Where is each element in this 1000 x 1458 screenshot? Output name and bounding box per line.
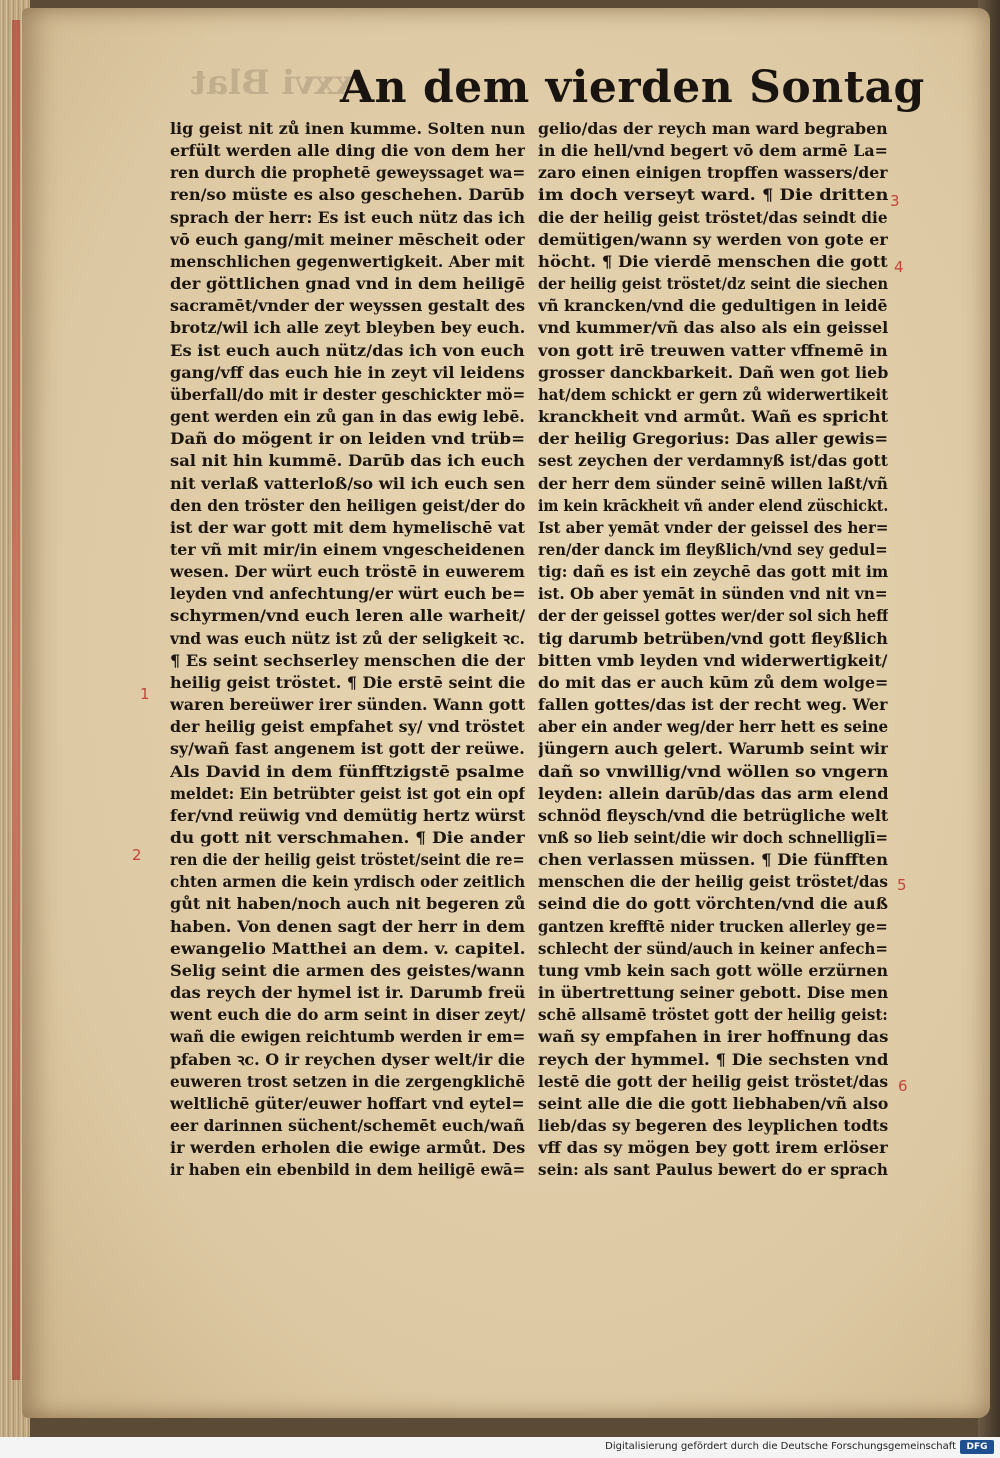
text-line: nit verlaß vatterloß/so wil ich euch sen [170, 473, 525, 493]
text-line: tung vmb kein sach gott wölle erzürnen [538, 960, 888, 980]
text-line: den den tröster den heiligen geist/der do [170, 495, 525, 515]
text-line: Selig seint die armen des geistes/wann [170, 960, 525, 980]
text-line: das reych der hymel ist ir. Darumb freü [170, 983, 525, 1003]
text-line: ir haben ein ebenbild in dem heiligē ewā= [170, 1160, 525, 1180]
text-line: tig: dañ es ist ein zeychē das gott mit im [538, 562, 888, 582]
margin-note: 2 [132, 846, 142, 864]
text-line: Dañ do mögent ir on leiden vnd trüb= [170, 429, 525, 449]
text-line: seint alle die die gott liebhaben/vñ also [538, 1093, 888, 1113]
text-line: kranckheit vnd armůt. Wañ es spricht [538, 407, 888, 427]
text-line: sprach der herr: Es ist euch nütz das ich [170, 207, 525, 227]
text-line: went euch die do arm seint in diser zeyt/ [170, 1005, 525, 1025]
text-line: sy/wañ fast angenem ist gott der reüwe. [170, 739, 525, 759]
text-line: ren/so müste es also geschehen. Darūb [170, 185, 525, 205]
text-line: vnd kummer/vñ das also als ein geissel [538, 318, 888, 338]
text-line: du gott nit verschmahen. ¶ Die ander [170, 828, 525, 847]
text-line: der göttlichen gnad vnd in dem heiligē [170, 274, 525, 294]
text-line: chten armen die kein yrdisch oder zeitlich [170, 872, 525, 892]
text-line: gelio/das der reych man ward begraben [538, 119, 888, 138]
dfg-logo: DFG [960, 1440, 994, 1454]
text-line: ist. Ob aber yemāt in sünden vnd nit vn= [538, 584, 888, 604]
text-line: überfall/do mit ir dester geschickter mö= [170, 384, 525, 404]
text-line: gůt nit haben/noch auch nit begeren zů [170, 894, 525, 914]
text-line: do mit das er auch kūm zů dem wolge= [538, 672, 888, 692]
text-line: jüngern auch gelert. Warumb seint wir [538, 739, 888, 759]
text-line: der heilig geist empfahet sy/ vnd tröstet [170, 717, 525, 737]
text-line: waren bereüwer irer sünden. Wann gott [170, 695, 525, 715]
text-line: seind die do gott vörchten/vnd die auß [538, 894, 888, 914]
text-line: vff das sy mögen bey gott irem erlöser [538, 1138, 888, 1158]
text-line: wañ die ewigen reichtumb werden ir em= [170, 1027, 525, 1047]
text-line: Es ist euch auch nütz/das ich von euch [170, 340, 525, 360]
text-line: dañ so vnwillig/vnd wöllen so vngern [538, 761, 888, 781]
text-line: menschen die der heilig geist tröstet/das [538, 872, 888, 892]
text-line: erfült werden alle ding die von dem her [170, 141, 525, 161]
text-line: menschlichen gegenwertigkeit. Aber mit [170, 251, 525, 271]
text-line: demütigen/wann sy werden von gote er [538, 229, 888, 249]
text-line: hat/dem schickt er gern zů widerwertikeit [538, 384, 888, 404]
margin-note: 4 [894, 258, 904, 276]
bleed-through-text: xxvi Blat [190, 63, 355, 103]
text-line: im kein krāckheit vñ ander elend züschickt. [538, 495, 888, 515]
page-heading: An dem vierden Sontag [340, 62, 925, 113]
text-line: leyden: allein darūb/das das arm elend [538, 783, 888, 803]
text-line: die der heilig geist tröstet/das seindt die [538, 207, 888, 227]
text-line: sein: als sant Paulus bewert do er sprach [538, 1160, 888, 1180]
text-line: ter vñ mit mir/in einem vngescheidenen [170, 539, 525, 559]
text-line: fallen gottes/das ist der recht weg. Wer [538, 695, 888, 715]
margin-note: 1 [140, 685, 150, 703]
text-line: von gott irē treuwen vatter vffnemē in [538, 340, 888, 360]
right-text-column [538, 118, 888, 1182]
text-line: vnß so lieb seint/die wir doch schnelliglī= [538, 828, 888, 847]
margin-note: 5 [897, 876, 907, 894]
left-text-column [170, 118, 525, 1182]
text-line: lig geist nit zů inen kumme. Solten nun [170, 119, 525, 138]
text-line: brotz/wil ich alle zeyt bleyben bey euch. [170, 318, 525, 338]
text-line: der heilig geist tröstet/dz seint die siechen [538, 274, 888, 294]
text-line: schnöd fleysch/vnd die betrügliche welt [538, 805, 888, 825]
text-line: aber ein ander weg/der herr hett es seine [538, 717, 888, 737]
text-line: bitten vmb leyden vnd widerwertigkeit/ [538, 650, 888, 670]
funding-credit: Digitalisierung gefördert durch die Deutsche Forschungsgemeinschaft [605, 1441, 956, 1452]
text-line: ist der war gott mit dem hymelischē vat [170, 517, 525, 537]
red-edge-coloring [12, 20, 20, 1380]
text-line: heilig geist tröstet. ¶ Die erstē seint die [170, 672, 525, 692]
text-line: sacramēt/vnder der weyssen gestalt des [170, 296, 525, 316]
text-line: chen verlassen müssen. ¶ Die fünfften [538, 850, 888, 870]
text-line: der herr dem sünder seinē willen laßt/vñ [538, 473, 888, 493]
text-line: gent werden ein zů gan in das ewig lebē. [170, 407, 525, 427]
text-line: weltlichē güter/euwer hoffart vnd eytel= [170, 1093, 525, 1113]
text-line: gantzen krefftē nider trucken allerley ge= [538, 916, 888, 936]
text-line: wesen. Der würt euch tröstē in euwerem [170, 562, 525, 582]
text-line: reych der hymmel. ¶ Die sechsten vnd [538, 1049, 888, 1069]
text-line: tig darumb betrüben/vnd gott fleyßlich [538, 628, 888, 648]
text-line: ¶ Es seint sechserley menschen die der [170, 650, 525, 670]
text-line: ir werden erholen die ewige armůt. Des [170, 1138, 525, 1158]
text-line: zaro einen einigen tropffen wassers/der [538, 163, 888, 183]
text-line: der der geissel gottes wer/der sol sich heff [538, 606, 888, 626]
text-line: leyden vnd anfechtung/er würt euch be= [170, 584, 525, 604]
text-line: im doch verseyt ward. ¶ Die dritten [538, 185, 888, 205]
text-line: Ist aber yemāt vnder der geissel des her= [538, 517, 888, 537]
margin-note: 3 [890, 192, 900, 210]
text-line: der heilig Gregorius: Das aller gewis= [538, 429, 888, 449]
text-line: ewangelio Matthei an dem. v. capitel. [170, 938, 525, 958]
text-line: höcht. ¶ Die vierdē menschen die gott [538, 251, 888, 271]
text-line: wañ sy empfahen in irer hoffnung das [538, 1027, 888, 1047]
text-line: sal nit hin kummē. Darūb das ich euch [170, 451, 525, 471]
text-line: in die hell/vnd begert vō dem armē La= [538, 141, 888, 161]
text-line: pfaben ꝛc. O ir reychen dyser welt/ir die [170, 1049, 525, 1069]
text-line: vō euch gang/mit meiner mēscheit oder [170, 229, 525, 249]
footer-bar [0, 1437, 1000, 1458]
margin-note: 6 [898, 1077, 908, 1095]
text-line: ren die der heilig geist tröstet/seint die re= [170, 850, 525, 870]
text-line: Als David in dem fünfftzigstē psalme [170, 761, 525, 781]
text-line: vñ krancken/vnd die gedultigen in leidē [538, 296, 888, 316]
text-line: haben. Von denen sagt der herr in dem [170, 916, 525, 936]
text-line: fer/vnd reüwig vnd demütig hertz würst [170, 805, 525, 825]
text-line: lieb/das sy begeren des leyplichen todts [538, 1116, 888, 1136]
text-line: in übertrettung seiner gebott. Dise men [538, 983, 888, 1003]
text-line: meldet: Ein betrübter geist ist got ein opf [170, 783, 525, 803]
text-line: schlecht der sünd/auch in keiner anfech= [538, 938, 888, 958]
text-line: euweren trost setzen in die zergengklichē [170, 1071, 525, 1091]
text-line: lestē die gott der heilig geist tröstet/das [538, 1071, 888, 1091]
text-line: sest zeychen der verdamnyß ist/das gott [538, 451, 888, 471]
text-line: schyrmen/vnd euch leren alle warheit/ [170, 606, 525, 626]
text-line: ren/der danck im fleyßlich/vnd sey gedul= [538, 539, 888, 559]
text-line: ren durch die prophetē geweyssaget wa= [170, 163, 525, 183]
text-line: eer darinnen süchent/schemēt euch/wañ [170, 1116, 525, 1136]
text-line: gang/vff das euch hie in zeyt vil leidens [170, 362, 525, 382]
text-line: vnd was euch nütz ist zů der seligkeit ꝛc. [170, 628, 525, 648]
text-line: schē allsamē tröstet gott der heilig geist: [538, 1005, 888, 1025]
text-line: grosser danckbarkeit. Dañ wen got lieb [538, 362, 888, 382]
